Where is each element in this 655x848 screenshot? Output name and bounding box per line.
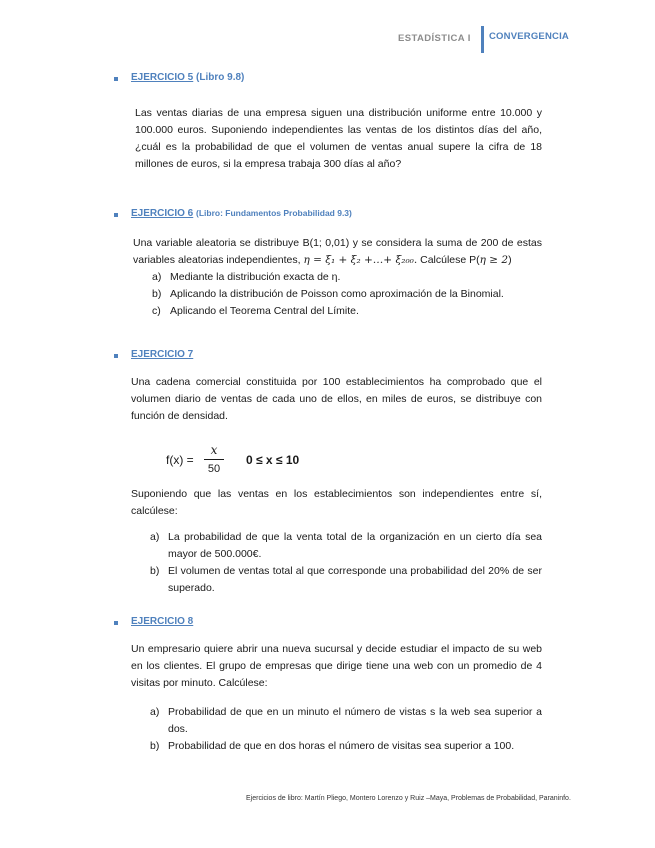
list-item-text: Aplicando el Teorema Central del Límite.: [170, 305, 359, 317]
bullet-icon: [114, 354, 118, 358]
exercise-6-ref: (Libro: Fundamentos Probabilidad 9.3): [196, 208, 352, 218]
footer-citation: Ejercicios de libro: Martín Pliego, Montero Lorenzo y Ruiz –Maya, Problemas de Probabilidad, Paraninfo.: [246, 795, 571, 802]
bullet-icon: [114, 77, 118, 81]
exercise-7-name: EJERCICIO 7: [131, 349, 194, 360]
list-item-text: Aplicando la distribución de Poisson como aproximación de la Binomial.: [170, 288, 504, 300]
exercise-7-text: Una cadena comercial constituida por 100 establecimientos ha comprobado que el volumen diario de ventas de cada uno de ellos, en miles de euros, se distribuye con función de densidad.: [131, 376, 542, 422]
list-item-text: La probabilidad de que la venta total de la organización en un cierto día sea mayor de 500.000€.: [168, 531, 542, 560]
exercise-8-text: Un empresario quiere abrir una nueva sucursal y decide estudiar el impacto de su web en los clientes. El grupo de empresas que dirige tiene una web con un promedio de 4 visitas por minuto. Calcúlese:: [131, 643, 542, 689]
list-item-label: a): [152, 271, 162, 283]
list-item: [152, 269, 542, 286]
list-item: [150, 563, 542, 597]
exercise-7-list: [150, 529, 542, 597]
list-item-label: b): [152, 288, 162, 300]
list-item-label: c): [152, 305, 161, 317]
list-item-text: Probabilidad de que en un minuto el número de vistas s la web sea superior a dos.: [168, 706, 542, 735]
list-item-text: Mediante la distribución exacta de η.: [170, 271, 341, 283]
exercise-6-text-part2: Calcúlese P(: [417, 254, 480, 266]
bullet-icon: [114, 213, 118, 217]
exercise-6-text: [133, 235, 542, 269]
list-item-text: Probabilidad de que en dos horas el número de visitas sea superior a 100.: [168, 740, 515, 752]
exercise-6-probability-expr: η ≥ 2: [479, 254, 509, 266]
bullet-icon: [114, 621, 118, 625]
formula-fraction: [204, 443, 224, 476]
exercise-8-list: [150, 704, 542, 755]
header-divider: [481, 26, 484, 53]
list-item-text: El volumen de ventas total al que corresponde una probabilidad del 20% de ser superado.: [168, 565, 542, 594]
list-item: [150, 529, 542, 563]
exercise-6-text-part3: ): [508, 254, 512, 266]
fraction-bar: [204, 459, 224, 460]
formula-lhs: f(x) =: [166, 453, 194, 467]
exercise-5-text: Las ventas diarias de una empresa siguen una distribución uniforme entre 10.000 y 100.000 euros. Suponiendo independientes las ventas de los distintos días del año, ¿cuál es la probabilidad de que el volumen de ventas anual supere la cifra de 18 millones de euros, si la empresa trabaja 300 días al año?: [135, 107, 542, 170]
header-subject: ESTADÍSTICA I: [398, 33, 471, 44]
exercise-5-name: EJERCICIO 5: [131, 72, 194, 83]
exercise-6-title: [131, 208, 352, 219]
formula-denominator: 50: [207, 463, 221, 475]
list-item-label: b): [150, 565, 160, 577]
exercise-7-title: [131, 349, 193, 360]
header-topic: CONVERGENCIA: [489, 31, 569, 42]
list-item: [150, 738, 542, 755]
list-item-label: a): [150, 531, 160, 543]
exercise-6-text-part1: Una variable aleatoria se distribuye B(1; 0,01) y se considera la suma de 200 de estas variables aleatorias independientes,: [133, 237, 542, 266]
exercise-6-list: [152, 269, 542, 320]
exercise-5-title: [131, 72, 244, 83]
formula-numerator: x: [210, 443, 218, 457]
list-item-label: b): [150, 740, 160, 752]
formula-range: 0 ≤ x ≤ 10: [246, 453, 300, 467]
list-item: [152, 303, 542, 320]
exercise-5-ref: (Libro 9.8): [196, 72, 245, 83]
exercise-6-eta-sum: η = ξ₁ + ξ₂ +…+ ξ₂₀₀.: [303, 254, 418, 266]
list-item: [150, 704, 542, 738]
list-item-label: a): [150, 706, 160, 718]
exercise-8-title: [131, 616, 193, 627]
exercise-7-text-2: Suponiendo que las ventas en los establecimientos son independientes entre sí, calcúlese:: [131, 488, 542, 517]
exercise-6-name: EJERCICIO 6: [131, 208, 194, 219]
exercise-8-name: EJERCICIO 8: [131, 616, 194, 627]
list-item: [152, 286, 542, 303]
